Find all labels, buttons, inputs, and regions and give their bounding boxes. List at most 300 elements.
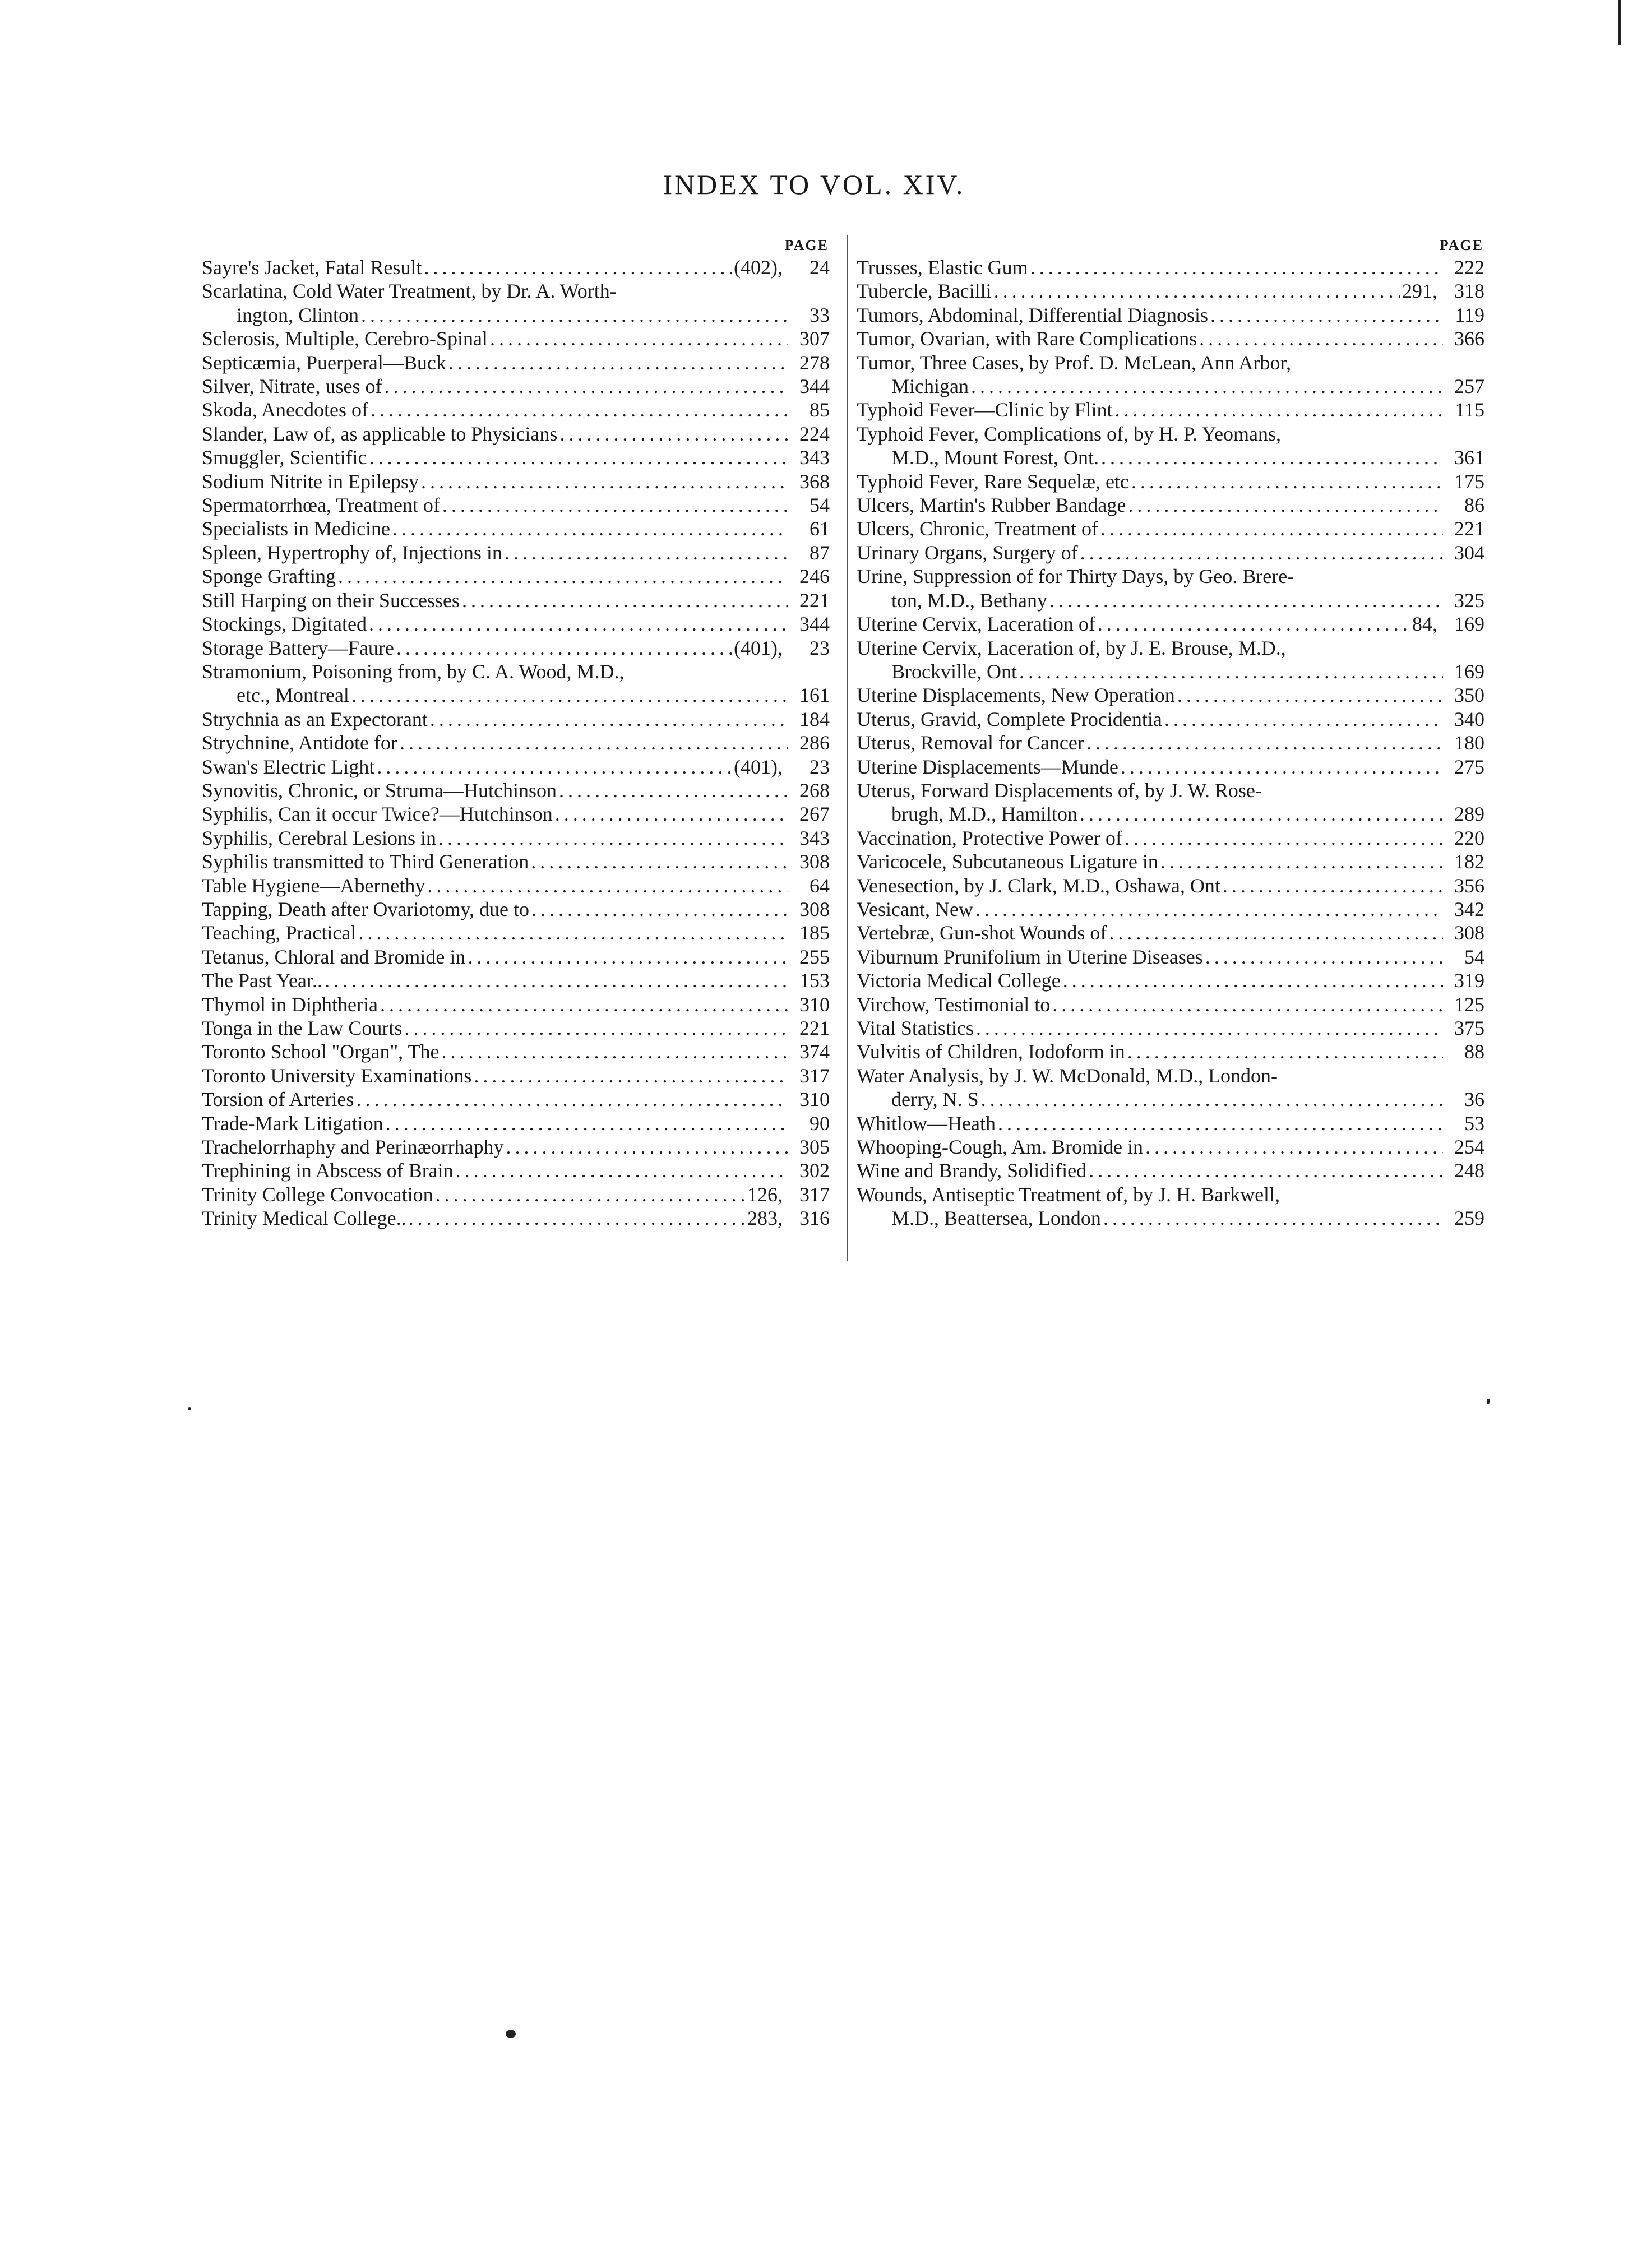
page-number: 350	[1454, 684, 1484, 707]
entry-text: Trinity Medical College..	[202, 1207, 406, 1230]
dot-leader	[409, 1206, 745, 1230]
index-entry-line	[202, 921, 830, 945]
entry-text: Silver, Nitrate, uses of	[202, 375, 382, 398]
index-entry-continuation	[202, 303, 830, 327]
entry-text: Sodium Nitrite in Epilepsy	[202, 470, 419, 493]
entry-text: Tumor, Three Cases, by Prof. D. McLean, Ann Arbor,	[857, 351, 1292, 374]
page-number: 169	[1454, 660, 1484, 683]
dot-leader	[1131, 470, 1443, 493]
index-entry	[202, 755, 830, 779]
index-entry-line	[857, 945, 1484, 969]
entry-text: Trusses, Elastic Gum	[857, 256, 1028, 279]
index-entry	[857, 707, 1484, 731]
entry-text: Wounds, Antiseptic Treatment of, by J. H. Barkwell,	[857, 1183, 1280, 1206]
page-number: 169	[1454, 613, 1484, 636]
index-entry-continuation	[857, 1206, 1484, 1230]
cross-reference: 84,	[1412, 613, 1437, 636]
index-entry-line	[857, 707, 1484, 731]
index-entry	[202, 1183, 830, 1206]
index-entry-line	[202, 897, 830, 921]
page-number: 222	[1454, 256, 1484, 279]
index-entry	[857, 993, 1484, 1016]
print-speck	[1487, 1399, 1490, 1404]
index-entry	[857, 945, 1484, 969]
page-number: 259	[1454, 1207, 1484, 1230]
page-number: 319	[1454, 969, 1484, 992]
index-entry	[202, 802, 830, 826]
entry-text: brugh, M.D., Hamilton	[891, 803, 1077, 826]
index-entry	[202, 470, 830, 493]
entry-text: Sclerosis, Multiple, Cerebro-Spinal	[202, 327, 488, 350]
index-entry	[202, 897, 830, 921]
index-entry-line	[857, 1040, 1484, 1063]
dot-leader	[427, 874, 788, 897]
dot-leader	[456, 1159, 788, 1182]
index-entry-continuation	[202, 683, 830, 707]
index-entry-line	[202, 564, 830, 588]
page-number: 268	[799, 779, 830, 802]
entry-text: Uterus, Forward Displacements of, by J. W. Rose-	[857, 779, 1262, 802]
index-entry-line	[202, 755, 830, 779]
index-entry	[857, 398, 1484, 422]
entry-text: Uterine Displacements, New Operation	[857, 684, 1175, 707]
dot-leader	[1223, 874, 1443, 897]
entry-text: Teaching, Practical	[202, 922, 357, 945]
dot-leader	[505, 541, 788, 564]
index-entry-line	[202, 541, 830, 564]
dot-leader	[474, 1064, 788, 1087]
index-entry-line	[202, 1159, 830, 1182]
entry-text: Tetanus, Chloral and Bromide in	[202, 945, 466, 968]
index-entry	[857, 256, 1484, 279]
cross-reference: 291,	[1402, 280, 1437, 303]
entry-text: ton, M.D., Bethany	[891, 589, 1047, 612]
index-entry-line	[857, 731, 1484, 755]
page-number: 248	[1454, 1159, 1484, 1182]
dot-leader	[356, 1087, 788, 1111]
index-entry-line	[857, 1016, 1484, 1040]
index-entry-line	[857, 897, 1484, 921]
dot-leader	[1063, 969, 1443, 992]
index-entry	[202, 1135, 830, 1159]
dot-leader	[1019, 660, 1443, 683]
index-entry-continuation	[857, 446, 1484, 469]
entry-text: Urine, Suppression of for Thirty Days, by Geo. Brere-	[857, 565, 1294, 588]
cross-reference: (402),	[734, 256, 783, 279]
entry-text: Uterus, Removal for Cancer	[857, 732, 1084, 755]
dot-leader	[1098, 612, 1410, 636]
index-entry-line	[202, 1064, 830, 1087]
index-entry	[202, 422, 830, 446]
index-entry-line	[202, 636, 830, 660]
entry-text: Spermatorrhœa, Treatment of	[202, 494, 440, 517]
entry-text: Tonga in the Law Courts	[202, 1017, 403, 1039]
page-number: 184	[799, 707, 830, 730]
page-number: 307	[799, 327, 830, 350]
entry-text: Viburnum Prunifolium in Uterine Diseases	[857, 945, 1203, 968]
index-entry-line	[857, 874, 1484, 897]
index-entry-line	[857, 493, 1484, 517]
page-number: 317	[799, 1183, 830, 1206]
dot-leader	[442, 1040, 789, 1063]
page-number: 325	[1454, 589, 1484, 612]
index-entry	[857, 279, 1484, 303]
page-number: 33	[810, 303, 830, 326]
index-entry	[202, 826, 830, 850]
dot-leader	[1199, 327, 1443, 350]
index-entry	[857, 517, 1484, 540]
entry-text: Trephining in Abscess of Brain	[202, 1159, 454, 1182]
index-entry-line	[202, 850, 830, 873]
page-number: 342	[1454, 897, 1484, 920]
entry-text: Septicæmia, Puerperal—Buck	[202, 351, 446, 374]
entry-text: Swan's Electric Light	[202, 755, 375, 778]
entry-text: Toronto School "Organ", The	[202, 1040, 440, 1063]
index-entry-line	[202, 327, 830, 350]
entry-text: Thymol in Diphtheria	[202, 993, 378, 1016]
index-entry-line	[202, 279, 830, 303]
entry-text: Water Analysis, by J. W. McDonald, M.D., London-	[857, 1064, 1278, 1087]
index-entry-line	[857, 1159, 1484, 1182]
index-entry-line	[202, 612, 830, 636]
index-entry-line	[202, 1087, 830, 1111]
page-number: 246	[799, 565, 830, 588]
page-number: 125	[1454, 993, 1484, 1016]
dot-leader	[396, 636, 732, 660]
dot-leader	[1125, 826, 1443, 850]
index-entry-line	[857, 327, 1484, 350]
entry-text: Spleen, Hypertrophy of, Injections in	[202, 541, 502, 564]
dot-leader	[386, 1112, 788, 1135]
index-entry	[857, 564, 1484, 612]
index-entry-line	[202, 1206, 830, 1230]
index-entry-line	[857, 1183, 1484, 1206]
page-number: 289	[1454, 803, 1484, 826]
index-entry-line	[202, 422, 830, 446]
index-entry	[857, 969, 1484, 992]
index-column-right	[857, 235, 1484, 1230]
dot-leader	[361, 303, 788, 327]
dot-leader	[358, 921, 788, 945]
index-entry-line	[857, 564, 1484, 588]
index-entry	[202, 1064, 830, 1087]
index-entry-line	[857, 969, 1484, 992]
dot-leader	[1030, 256, 1443, 279]
dot-leader	[981, 1087, 1443, 1111]
page-number: 356	[1454, 874, 1484, 897]
dot-leader	[1210, 303, 1443, 327]
index-entry	[857, 1064, 1484, 1112]
entry-text: Typhoid Fever, Rare Sequelæ, etc	[857, 470, 1129, 493]
dot-leader	[380, 993, 788, 1016]
page-number: 318	[1454, 280, 1484, 303]
page-number: 361	[1454, 446, 1484, 469]
dot-leader	[404, 1016, 788, 1040]
page-number: 185	[799, 922, 830, 945]
index-entry	[857, 303, 1484, 327]
page-number: 161	[799, 684, 830, 707]
index-entry	[202, 351, 830, 374]
index-entry-line	[202, 945, 830, 969]
entry-text: Skoda, Anecdotes of	[202, 399, 368, 422]
entry-text: Tumor, Ovarian, with Rare Complications	[857, 327, 1197, 350]
print-speck	[188, 1407, 191, 1410]
dot-leader	[377, 755, 732, 779]
dot-leader	[1089, 1159, 1443, 1182]
index-entry	[857, 351, 1484, 399]
index-entry-line	[857, 1064, 1484, 1087]
page-number: 24	[810, 256, 830, 279]
entry-text: Whitlow—Heath	[857, 1112, 996, 1135]
page-title: INDEX TO VOL. XIV.	[663, 169, 965, 200]
dot-leader	[976, 1016, 1443, 1040]
dot-leader	[392, 517, 788, 540]
page-number: 86	[1464, 494, 1484, 517]
entry-text: Tumors, Abdominal, Differential Diagnosis	[857, 303, 1208, 326]
print-speck	[506, 2030, 516, 2038]
entry-text: derry, N. S	[891, 1088, 979, 1111]
entry-text: Trade-Mark Litigation	[202, 1112, 383, 1135]
page-number: 115	[1455, 399, 1484, 422]
index-entry-line	[857, 470, 1484, 493]
index-entry-line	[202, 517, 830, 540]
index-entry	[202, 1206, 830, 1230]
index-entry-line	[202, 969, 830, 992]
index-entry	[857, 422, 1484, 470]
page-number: 87	[810, 541, 830, 564]
index-entry	[202, 1087, 830, 1111]
index-entry-continuation	[857, 802, 1484, 826]
entry-text: Venesection, by J. Clark, M.D., Oshawa, Ont	[857, 874, 1220, 897]
page-number: 254	[1454, 1136, 1484, 1159]
column-divider	[847, 235, 848, 1261]
index-entry	[202, 256, 830, 279]
index-entry	[202, 493, 830, 517]
dot-leader	[1052, 993, 1443, 1016]
index-entry-line	[857, 1112, 1484, 1135]
entry-text: The Past Year..	[202, 969, 322, 992]
entry-text: Syphilis, Cerebral Lesions in	[202, 826, 436, 849]
index-entry-line	[857, 993, 1484, 1016]
index-entry	[857, 755, 1484, 779]
page-number: 221	[1454, 517, 1484, 540]
dot-leader	[338, 564, 788, 588]
index-entry	[857, 541, 1484, 564]
dot-leader	[430, 707, 788, 731]
dot-leader	[371, 398, 788, 422]
dot-leader	[1080, 802, 1443, 826]
index-entry-continuation	[857, 660, 1484, 683]
page-number: 343	[799, 826, 830, 849]
cross-reference: 126,	[747, 1183, 783, 1206]
page-number: 23	[810, 755, 830, 778]
index-entry	[202, 1040, 830, 1063]
index-entries-left	[202, 256, 830, 1230]
index-entry-line	[202, 993, 830, 1016]
dot-leader	[468, 945, 788, 969]
page-number: 344	[799, 613, 830, 636]
dot-leader	[1205, 945, 1443, 969]
dot-leader	[531, 850, 788, 873]
dot-leader	[1101, 446, 1443, 469]
index-entry-line	[202, 398, 830, 422]
page-number: 304	[1454, 541, 1484, 564]
dot-leader	[1121, 755, 1443, 779]
dot-leader	[400, 731, 788, 755]
dot-leader	[1114, 398, 1443, 422]
index-entry	[202, 374, 830, 398]
index-entry-line	[202, 779, 830, 802]
index-entry	[202, 779, 830, 802]
entry-text: Uterine Displacements—Munde	[857, 755, 1118, 778]
dot-leader	[1177, 683, 1443, 707]
page-number: 119	[1455, 303, 1484, 326]
cross-reference: (401),	[734, 755, 783, 778]
dot-leader	[1103, 1206, 1443, 1230]
index-entry-line	[857, 398, 1484, 422]
dot-leader	[369, 446, 788, 469]
entry-text: Strychnia as an Expectorant	[202, 707, 428, 730]
entry-text: Wine and Brandy, Solidified	[857, 1159, 1087, 1182]
entry-text: M.D., Beattersea, London	[891, 1207, 1101, 1230]
index-entry-line	[202, 826, 830, 850]
page-number: 374	[799, 1040, 830, 1063]
index-entry-line	[857, 517, 1484, 540]
page-number: 344	[799, 375, 830, 398]
entry-text: Varicocele, Subcutaneous Ligature in	[857, 850, 1158, 873]
index-entry-line	[857, 850, 1484, 873]
index-entry-line	[857, 351, 1484, 374]
dot-leader	[1109, 921, 1443, 945]
entry-text: Brockville, Ont	[891, 660, 1017, 683]
entry-text: Typhoid Fever, Complications of, by H. P. Yeomans,	[857, 422, 1282, 445]
dot-leader	[490, 327, 788, 350]
index-entry-line	[857, 1135, 1484, 1159]
index-entry	[857, 1159, 1484, 1182]
page-number: 343	[799, 446, 830, 469]
page-number: 221	[799, 589, 830, 612]
page-number: 267	[799, 803, 830, 826]
entry-text: Sayre's Jacket, Fatal Result	[202, 256, 422, 279]
index-entry	[202, 541, 830, 564]
entry-text: Tapping, Death after Ovariotomy, due to	[202, 897, 529, 920]
index-entry-line	[857, 826, 1484, 850]
page-column-label: PAGE	[1439, 237, 1483, 253]
page-number: 366	[1454, 327, 1484, 350]
page-number: 308	[799, 850, 830, 873]
entry-text: Synovitis, Chronic, or Struma—Hutchinson	[202, 779, 557, 802]
dot-leader	[559, 422, 788, 446]
index-entry-line	[857, 683, 1484, 707]
page-number: 255	[799, 945, 830, 968]
index-entry-line	[202, 1183, 830, 1206]
index-entry	[202, 1159, 830, 1182]
entry-text: Syphilis transmitted to Third Generation	[202, 850, 529, 873]
dot-leader	[1100, 517, 1443, 540]
index-entry	[202, 707, 830, 731]
page-number: 257	[1454, 375, 1484, 398]
index-entry-line	[202, 256, 830, 279]
entry-text: Storage Battery—Faure	[202, 636, 394, 659]
entry-text: Stramonium, Poisoning from, by C. A. Wood, M.D.,	[202, 660, 625, 683]
index-entry	[202, 589, 830, 612]
index-entry-line	[857, 256, 1484, 279]
dot-leader	[1127, 1040, 1443, 1063]
index-entry	[857, 493, 1484, 517]
index-entry-line	[202, 351, 830, 374]
entry-text: Vaccination, Protective Power of	[857, 826, 1122, 849]
dot-leader	[448, 351, 788, 374]
index-entry	[202, 874, 830, 897]
index-entry	[202, 636, 830, 660]
entry-text: Michigan	[891, 375, 969, 398]
entry-text: Uterine Cervix, Laceration of	[857, 613, 1095, 636]
page-number: 175	[1454, 470, 1484, 493]
entry-text: Trachelorrhaphy and Perinæorrhaphy	[202, 1136, 504, 1159]
index-entry	[857, 921, 1484, 945]
entry-text: Smuggler, Scientific	[202, 446, 367, 469]
index-entry-line	[202, 707, 830, 731]
page-number: 308	[1454, 922, 1484, 945]
dot-leader	[436, 1183, 745, 1206]
index-entry-line	[202, 374, 830, 398]
index-entry-line	[202, 802, 830, 826]
dot-leader	[1049, 589, 1443, 612]
index-entry	[202, 945, 830, 969]
dot-leader	[424, 256, 732, 279]
index-entry	[202, 612, 830, 636]
index-entry	[857, 1112, 1484, 1135]
dot-leader	[1128, 493, 1443, 517]
entry-text: M.D., Mount Forest, Ont.	[891, 446, 1099, 469]
index-entry	[857, 731, 1484, 755]
entry-text: Uterus, Gravid, Complete Procidentia	[857, 707, 1162, 730]
index-entry	[857, 327, 1484, 350]
dot-leader	[442, 493, 788, 517]
index-entry-line	[202, 660, 830, 683]
index-entry-line	[202, 1135, 830, 1159]
page-number: 310	[799, 1088, 830, 1111]
page-number: 224	[799, 422, 830, 445]
entry-text: etc., Montreal	[237, 684, 349, 707]
cross-reference: (401),	[734, 636, 783, 659]
dot-leader	[531, 897, 788, 921]
index-entry	[202, 993, 830, 1016]
index-entry	[202, 279, 830, 327]
dot-leader	[385, 374, 789, 398]
page-number: 308	[799, 897, 830, 920]
page-number: 310	[799, 993, 830, 1016]
index-entry-line	[857, 779, 1484, 802]
page-number: 88	[1464, 1040, 1484, 1063]
dot-leader	[975, 897, 1443, 921]
page-number: 182	[1454, 850, 1484, 873]
index-entry	[202, 921, 830, 945]
index-entry	[857, 850, 1484, 873]
entry-text: Vesicant, New	[857, 897, 973, 920]
page-column-label: PAGE	[784, 237, 829, 253]
index-entry	[857, 470, 1484, 493]
page-number: 375	[1454, 1017, 1484, 1039]
entry-text: Typhoid Fever—Clinic by Flint	[857, 399, 1113, 422]
index-entry	[202, 1112, 830, 1135]
index-entry-line	[202, 1112, 830, 1135]
index-entry-line	[857, 755, 1484, 779]
page-number: 317	[799, 1064, 830, 1087]
page-number: 368	[799, 470, 830, 493]
entry-text: Vital Statistics	[857, 1017, 974, 1039]
page-number: 302	[799, 1159, 830, 1182]
